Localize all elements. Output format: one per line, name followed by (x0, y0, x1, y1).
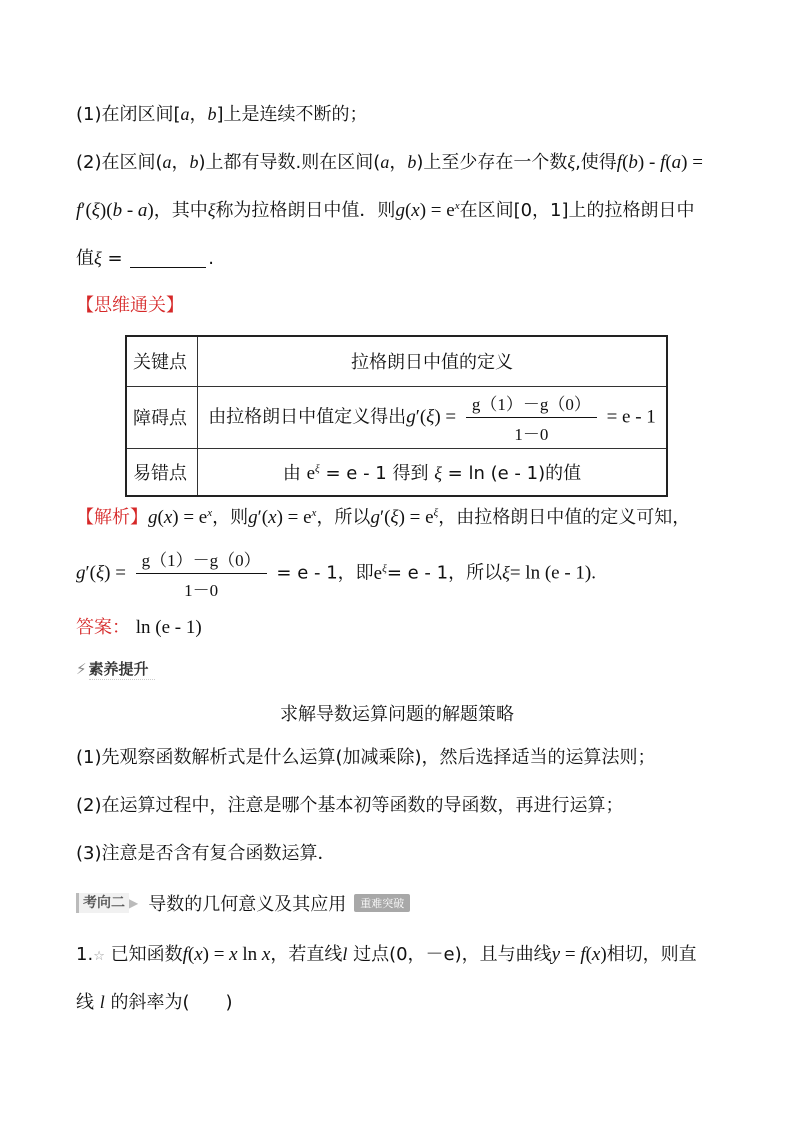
fraction (136, 546, 267, 601)
jiexi-line-2: g′(ξ) = $\frac{g(1)-g(0)}{1-0}$ = e - 1，即$e^\xi= e - 1$，所以ξ= ln (e - 1). (76, 546, 596, 601)
suyang-badge (76, 658, 155, 680)
answer-label: 答案： (76, 617, 130, 638)
text: 由 (282, 462, 301, 484)
numerator: g（1）－g（0） (466, 390, 597, 418)
question-1-cont: 线 l 的斜率为( ) (76, 992, 233, 1013)
row-key: 易错点 (126, 448, 198, 496)
text: 的斜率为( ) (110, 992, 233, 1013)
row-value: 由 $e^\xi = e - 1$ 得到 ξ = ln (e - 1)的值 (198, 448, 668, 496)
text: 值 (76, 248, 94, 269)
text: 由拉格朗日中值定义得出 (208, 406, 407, 427)
row-value: 拉格朗日中值的定义 (198, 336, 668, 386)
lightning-icon: ⚡ (76, 660, 87, 678)
strategy-3: (3)注意是否含有复合函数运算． (76, 843, 336, 864)
text: 过点(0，－e)，且与曲线 (353, 944, 552, 965)
kaoxiang-header (76, 890, 410, 916)
text: = e - 1 (606, 406, 656, 427)
text: ，则 (212, 507, 249, 528)
kaoxiang-tag: 考向二 (76, 893, 129, 913)
denominator: 1－0 (514, 424, 549, 444)
triangle-right-icon: ▶ (129, 896, 139, 910)
text: 称为拉格朗日中值．则 (215, 200, 396, 221)
text: ,使得 (575, 152, 617, 173)
table-row (126, 448, 667, 496)
text: = e - 1，所以 (386, 562, 503, 584)
text: 已知函数 (110, 944, 183, 965)
text: 线 (76, 992, 94, 1013)
table-row (126, 336, 667, 386)
text: ，若直线 (270, 944, 343, 965)
kaoxiang-topic: 导数的几何意义及其应用 (148, 894, 347, 915)
section-siwei-title: 【思维通关】 (76, 295, 184, 316)
text: )上都有导数.则在区间( (198, 152, 381, 173)
suyang-label: 素养提升 (89, 658, 155, 680)
strategy-title: 求解导数运算问题的解题策略 (280, 704, 514, 725)
row-key: 关键点 (126, 336, 198, 386)
answer-value: ln (e - 1) (135, 617, 202, 638)
jiexi-line-1: 【解析】$g(x) = e^x$，则$g'(x) = e^x$，所以$g'(\xi) = e^\xi$，由拉格朗日中值的定义可知， (76, 507, 691, 528)
star-icon: ☆ (93, 949, 105, 964)
text: = e - 1，即 (276, 562, 374, 584)
text: = ln (e - 1). (509, 562, 596, 584)
strategy-2: (2)在运算过程中，注意是哪个基本初等函数的导函数，再进行运算； (76, 795, 624, 816)
row-key: 障碍点 (126, 386, 198, 448)
question-blank-line: 值ξ = . (76, 248, 214, 269)
kaoxiang-badge: 重难突破 (354, 894, 410, 912)
text: 在区间[0，1]上的拉格朗日中 (459, 200, 695, 221)
text: ，其中 (153, 200, 208, 221)
answer-blank (130, 249, 206, 268)
text: = e - 1 得到 (325, 462, 429, 484)
denominator: 1－0 (184, 581, 219, 600)
text: ，所以 (316, 507, 371, 528)
text: )上至少存在一个数 (416, 152, 568, 173)
text: ，由拉格朗日中值的定义可知， (438, 507, 691, 528)
text: ]上是连续不断的； (216, 104, 368, 125)
question-1: 1.☆ 已知函数f(x) = x ln x，若直线l 过点(0，－e)，且与曲线y = f(x)相切，则直 (76, 944, 697, 965)
text: = ln (e - 1)的值 (447, 462, 582, 484)
numerator: g（1）－g（0） (136, 546, 267, 574)
table-row (126, 386, 667, 448)
row-value: 由拉格朗日中值定义得出g′(ξ) = $\frac{g(1)-g(0)}{1-0}$ = e - 1 (198, 386, 668, 448)
text: 相切，则直 (606, 944, 697, 965)
answer-line (76, 616, 202, 640)
condition-2: (2)在区间(a，b)上都有导数.则在区间(a，b)上至少存在一个数ξ,使得f(b) - f(a) = (76, 152, 703, 173)
strategy-1: (1)先观察函数解析式是什么运算(加减乘除)，然后选择适当的运算法则； (76, 747, 656, 768)
text: (2)在区间( (76, 152, 163, 173)
fraction (466, 390, 597, 445)
question-number: 1. (76, 944, 94, 965)
condition-2-cont: f′(ξ)(b - a)，其中ξ称为拉格朗日中值．则$g(x) = e^x$在区间[0，1]上的拉格朗日中 (76, 200, 695, 221)
jiexi-label: 【解析】 (76, 507, 148, 528)
thinking-table (125, 335, 668, 497)
text: (1)在闭区间[ (76, 104, 181, 125)
condition-1: (1)在闭区间[a，b]上是连续不断的； (76, 104, 368, 125)
